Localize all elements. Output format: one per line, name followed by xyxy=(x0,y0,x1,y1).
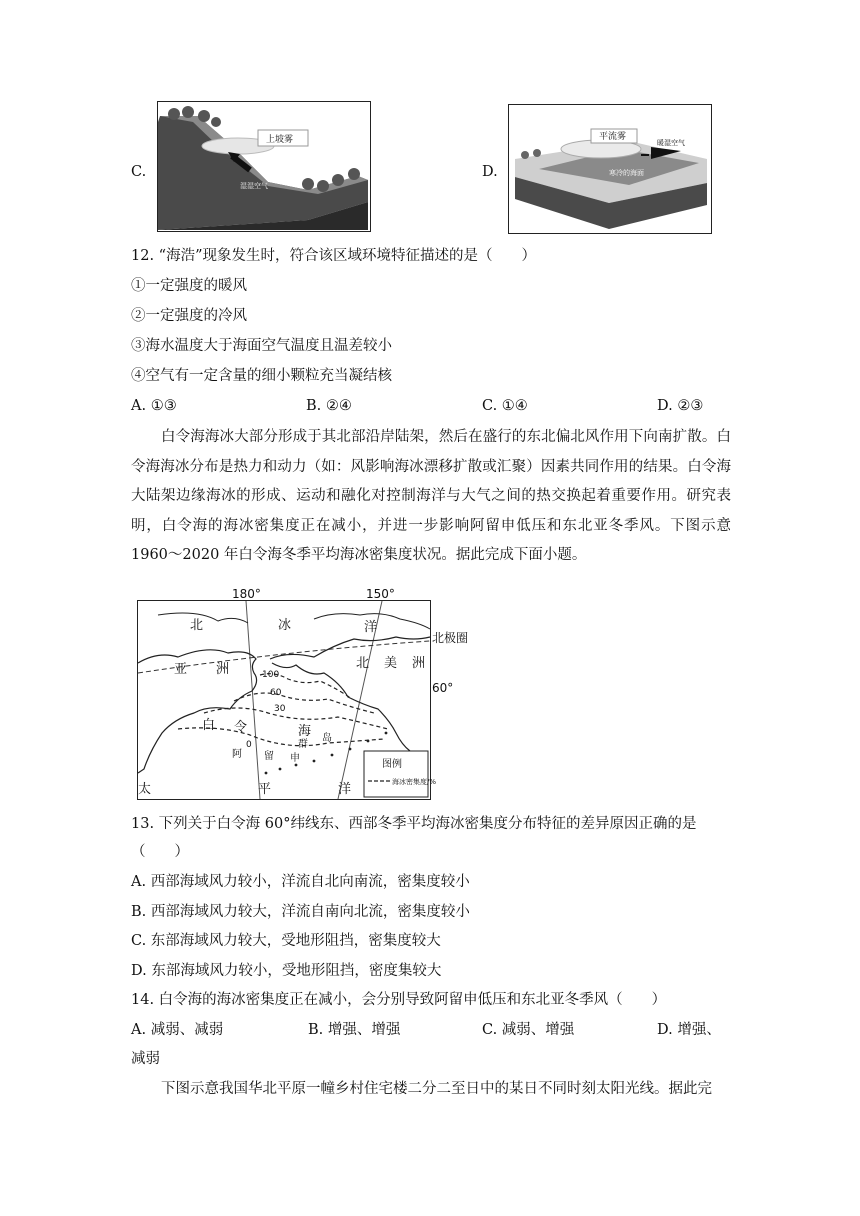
q13-option-c: C. 东部海域风力较大，受地形阻挡，密集度较大 xyxy=(131,933,441,949)
label-bering-1: 白 xyxy=(202,718,216,733)
lon-label-180: 180° xyxy=(232,587,261,601)
label-arctic-3: 洋 xyxy=(364,620,378,635)
q12-option-d: D. ②③ xyxy=(657,398,704,414)
label-namerica-1: 北 xyxy=(356,656,370,671)
lat-label-arctic-circle: 北极圈 xyxy=(432,631,469,645)
passage-bering: 白令海海冰大部分形成于其北部沿岸陆架，然后在盛行的东北偏北风作用下向南扩散。白令海海冰分布是热力和动力（如：风影响海冰漂移扩散或汇聚）因素共同作用的结果。白令海大陆架边缘海冰的形成、运动和融化对控制海洋与大气之间的热交换起着重要作用。研究表明，白令海的海冰密集度正在减小，并进一步影响阿留申低压和东北亚冬季风。下图示意 1960～2020 年白令海冬季平均海冰密集度状况。据此完成下面小题。 xyxy=(131,429,731,563)
q14-option-b: B. 增强、增强 xyxy=(308,1022,401,1038)
label-aleutian-1: 阿 xyxy=(232,749,242,760)
q14-option-a: A. 减弱、减弱 xyxy=(131,1022,224,1038)
q12-option-c: C. ①④ xyxy=(482,398,528,414)
q14-stem: 14. 白令海的海冰密集度正在减小，会分别导致阿留申低压和东北亚冬季风（ ） xyxy=(131,992,667,1008)
figure-d-advection-fog xyxy=(508,104,712,234)
contour-label-0: 0 xyxy=(246,740,252,750)
passage-last: 下图示意我国华北平原一幢乡村住宅楼二分二至日中的某日不同时刻太阳光线。据此完 xyxy=(161,1081,712,1097)
label-bering-2: 令 xyxy=(234,720,248,735)
q13-option-b: B. 西部海域风力较大，洋流自南向北流，密集度较小 xyxy=(131,904,470,920)
option-d-label: D. xyxy=(482,164,498,180)
air-label-c: 湿湿空气 xyxy=(240,182,268,190)
q12-option-a: A. ①③ xyxy=(131,398,177,414)
label-arctic-1: 北 xyxy=(190,618,204,633)
lon-label-150: 150° xyxy=(366,587,395,601)
q13-stem: 13. 下列关于白令海 60°纬线东、西部冬季平均海冰密集度分布特征的差异原因正确的是 xyxy=(131,816,697,832)
legend-title: 图例 xyxy=(382,759,402,770)
label-aleutian-5: 岛 xyxy=(322,733,332,744)
fog-label-d: 平流雾 xyxy=(599,132,627,142)
contour-label-60: 60 xyxy=(270,688,282,698)
q12-item-4: ④空气有一定含量的细小颗粒充当凝结核 xyxy=(131,368,392,384)
option-c-label: C. xyxy=(131,164,147,180)
q12-stem: 12. “海浩”现象发生时，符合该区域环境特征描述的是（ ） xyxy=(131,248,536,264)
label-aleutian-4: 群 xyxy=(298,739,308,750)
q12-option-b: B. ②④ xyxy=(306,398,352,414)
label-asia-1: 亚 xyxy=(174,662,188,677)
sea-label-d: 寒冷的海面 xyxy=(609,169,644,177)
q12-item-3: ③海水温度大于海面空气温度且温差较小 xyxy=(131,338,392,354)
label-namerica-2: 美 xyxy=(384,656,398,671)
label-namerica-3: 洲 xyxy=(412,656,426,671)
label-pacific-3: 洋 xyxy=(338,782,352,797)
q14-option-d: D. 增强、 xyxy=(657,1022,721,1038)
label-aleutian-2: 留 xyxy=(264,751,274,762)
contour-label-30: 30 xyxy=(274,704,286,714)
q14-option-d-wrap: 减弱 xyxy=(131,1051,160,1067)
label-arctic-2: 冰 xyxy=(278,618,292,633)
q14-option-c: C. 减弱、增强 xyxy=(482,1022,575,1038)
label-aleutian-3: 申 xyxy=(290,753,300,764)
q12-item-2: ②一定强度的冷风 xyxy=(131,308,247,324)
q12-item-1: ①一定强度的暖风 xyxy=(131,278,247,294)
label-pacific-2: 平 xyxy=(258,782,272,797)
q13-option-a: A. 西部海域风力较小，洋流自北向南流，密集度较小 xyxy=(131,874,470,890)
label-bering-3: 海 xyxy=(298,724,312,739)
figure-c-upslope-fog xyxy=(157,101,371,232)
legend-item: 海冰密集度/% xyxy=(392,778,437,786)
bering-sea-ice-map xyxy=(137,600,437,800)
lat-label-60: 60° xyxy=(432,681,454,695)
air-label-d: 暖湿空气 xyxy=(657,139,685,147)
contour-label-100: 100 xyxy=(262,670,280,680)
fog-label-c: 上坡雾 xyxy=(266,135,294,145)
q13-option-d: D. 东部海域风力较小，受地形阻挡，密度集较大 xyxy=(131,963,442,979)
label-pacific-1: 太 xyxy=(138,782,152,797)
label-asia-2: 洲 xyxy=(216,662,230,677)
q13-stem-bracket: （ ） xyxy=(131,844,189,860)
